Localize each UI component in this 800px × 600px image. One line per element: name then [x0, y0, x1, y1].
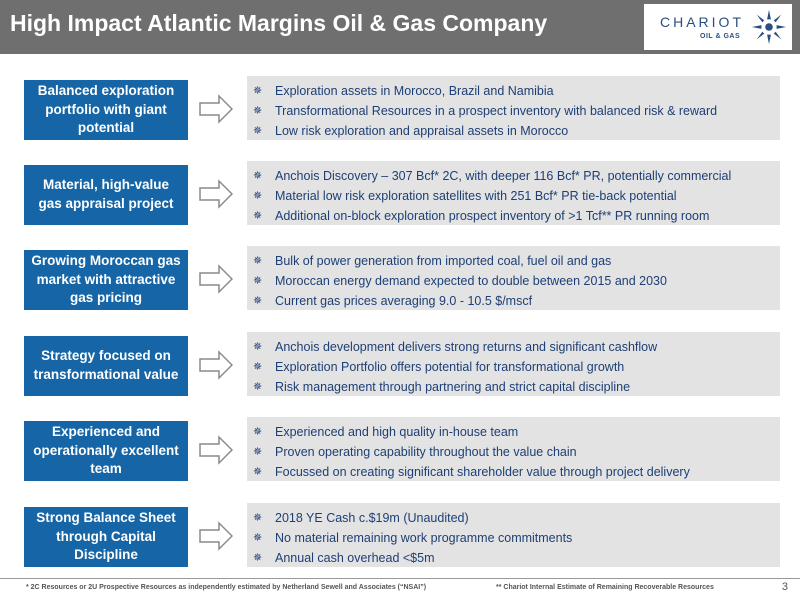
company-logo	[644, 4, 792, 50]
row-label: Strong Balance Sheet through Capital Discipline	[24, 507, 188, 567]
row-label: Balanced exploration portfolio with giant potential	[24, 80, 188, 140]
sunburst-logo-icon	[750, 8, 788, 46]
bullet-star-icon: ✵	[253, 361, 263, 373]
row-1	[0, 80, 800, 144]
bullet-panel	[247, 503, 780, 567]
row-3	[0, 250, 800, 314]
bullet-text: Material low risk exploration satellites with 251 Bcf* PR tie-back potential	[275, 189, 677, 203]
row-5	[0, 421, 800, 485]
bullet-item	[253, 442, 780, 462]
bullet-item	[253, 81, 780, 101]
bullet-star-icon: ✵	[253, 446, 263, 458]
bullet-item	[253, 377, 780, 397]
bullet-star-icon: ✵	[253, 255, 263, 267]
bullet-item	[253, 166, 780, 186]
bullet-item	[253, 186, 780, 206]
bullet-list	[253, 422, 780, 482]
bullet-star-icon: ✵	[253, 295, 263, 307]
bullet-text: Exploration assets in Morocco, Brazil and Namibia	[275, 84, 554, 98]
footer-divider	[0, 578, 800, 579]
bullet-star-icon: ✵	[253, 532, 263, 544]
bullet-text: Proven operating capability throughout the value chain	[275, 445, 577, 459]
bullet-item	[253, 271, 780, 291]
row-6	[0, 507, 800, 571]
bullet-star-icon: ✵	[253, 125, 263, 137]
bullet-text: Low risk exploration and appraisal assets in Morocco	[275, 124, 569, 138]
bullet-star-icon: ✵	[253, 426, 263, 438]
arrow-right-icon	[199, 521, 233, 551]
arrow-right-icon	[199, 264, 233, 294]
bullet-item	[253, 528, 780, 548]
bullet-list	[253, 81, 780, 141]
bullet-star-icon: ✵	[253, 381, 263, 393]
bullet-item	[253, 121, 780, 141]
bullet-item	[253, 548, 780, 568]
bullet-star-icon: ✵	[253, 170, 263, 182]
bullet-item	[253, 291, 780, 311]
bullet-text: Moroccan energy demand expected to double between 2015 and 2030	[275, 274, 667, 288]
page-title: High Impact Atlantic Margins Oil & Gas Company	[10, 10, 548, 36]
bullet-list	[253, 508, 780, 568]
bullet-text: Additional on-block exploration prospect inventory of >1 Tcf** PR running room	[275, 209, 710, 223]
arrow-right-icon	[199, 435, 233, 465]
bullet-star-icon: ✵	[253, 512, 263, 524]
bullet-star-icon: ✵	[253, 105, 263, 117]
bullet-text: Bulk of power generation from imported coal, fuel oil and gas	[275, 254, 612, 268]
bullet-star-icon: ✵	[253, 190, 263, 202]
bullet-star-icon: ✵	[253, 85, 263, 97]
bullet-item	[253, 357, 780, 377]
bullet-panel	[247, 76, 780, 140]
bullet-item	[253, 101, 780, 121]
arrow-right-icon	[199, 350, 233, 380]
arrow-right-icon	[199, 179, 233, 209]
bullet-text: No material remaining work programme commitments	[275, 531, 573, 545]
logo-subtitle: OIL & GAS	[700, 33, 741, 40]
bullet-panel	[247, 332, 780, 396]
bullet-item	[253, 462, 780, 482]
row-4	[0, 336, 800, 400]
row-label: Material, high-value gas appraisal project	[24, 165, 188, 225]
bullet-text: Current gas prices averaging 9.0 - 10.5 $/mscf	[275, 294, 533, 308]
bullet-panel	[247, 246, 780, 310]
header-bar	[0, 0, 800, 54]
bullet-star-icon: ✵	[253, 466, 263, 478]
logo-wordmark: CHARIOT	[660, 14, 744, 30]
bullet-star-icon: ✵	[253, 275, 263, 287]
bullet-list	[253, 166, 780, 226]
bullet-list	[253, 251, 780, 311]
bullet-item	[253, 251, 780, 271]
page-number: 3	[781, 581, 788, 593]
row-label: Strategy focused on transformational value	[24, 336, 188, 396]
footnote-internal-estimate: ** Chariot Internal Estimate of Remaining Recoverable Resources	[496, 584, 714, 591]
bullet-text: Annual cash overhead <$5m	[275, 551, 435, 565]
row-2	[0, 165, 800, 229]
bullet-text: 2018 YE Cash c.$19m (Unaudited)	[275, 511, 469, 525]
bullet-star-icon: ✵	[253, 210, 263, 222]
bullet-item	[253, 206, 780, 226]
bullet-text: Experienced and high quality in-house team	[275, 425, 519, 439]
bullet-item	[253, 508, 780, 528]
bullet-item	[253, 422, 780, 442]
arrow-right-icon	[199, 94, 233, 124]
footnote-2c-resources: * 2C Resources or 2U Prospective Resources as independently estimated by Netherland Sewell and Associates (“NSAI”)	[26, 584, 427, 591]
row-label: Experienced and operationally excellent team	[24, 421, 188, 481]
bullet-text: Exploration Portfolio offers potential for transformational growth	[275, 360, 625, 374]
bullet-text: Transformational Resources in a prospect inventory with balanced risk & reward	[275, 104, 718, 118]
bullet-panel	[247, 417, 780, 481]
bullet-text: Anchois development delivers strong returns and significant cashflow	[275, 340, 658, 354]
row-label: Growing Moroccan gas market with attractive gas pricing	[24, 250, 188, 310]
bullet-text: Focussed on creating significant shareholder value through project delivery	[275, 465, 690, 479]
bullet-list	[253, 337, 780, 397]
bullet-item	[253, 337, 780, 357]
bullet-star-icon: ✵	[253, 341, 263, 353]
bullet-text: Risk management through partnering and strict capital discipline	[275, 380, 631, 394]
bullet-panel	[247, 161, 780, 225]
bullet-star-icon: ✵	[253, 552, 263, 564]
bullet-text: Anchois Discovery – 307 Bcf* 2C, with deeper 116 Bcf* PR, potentially commercial	[275, 169, 732, 183]
